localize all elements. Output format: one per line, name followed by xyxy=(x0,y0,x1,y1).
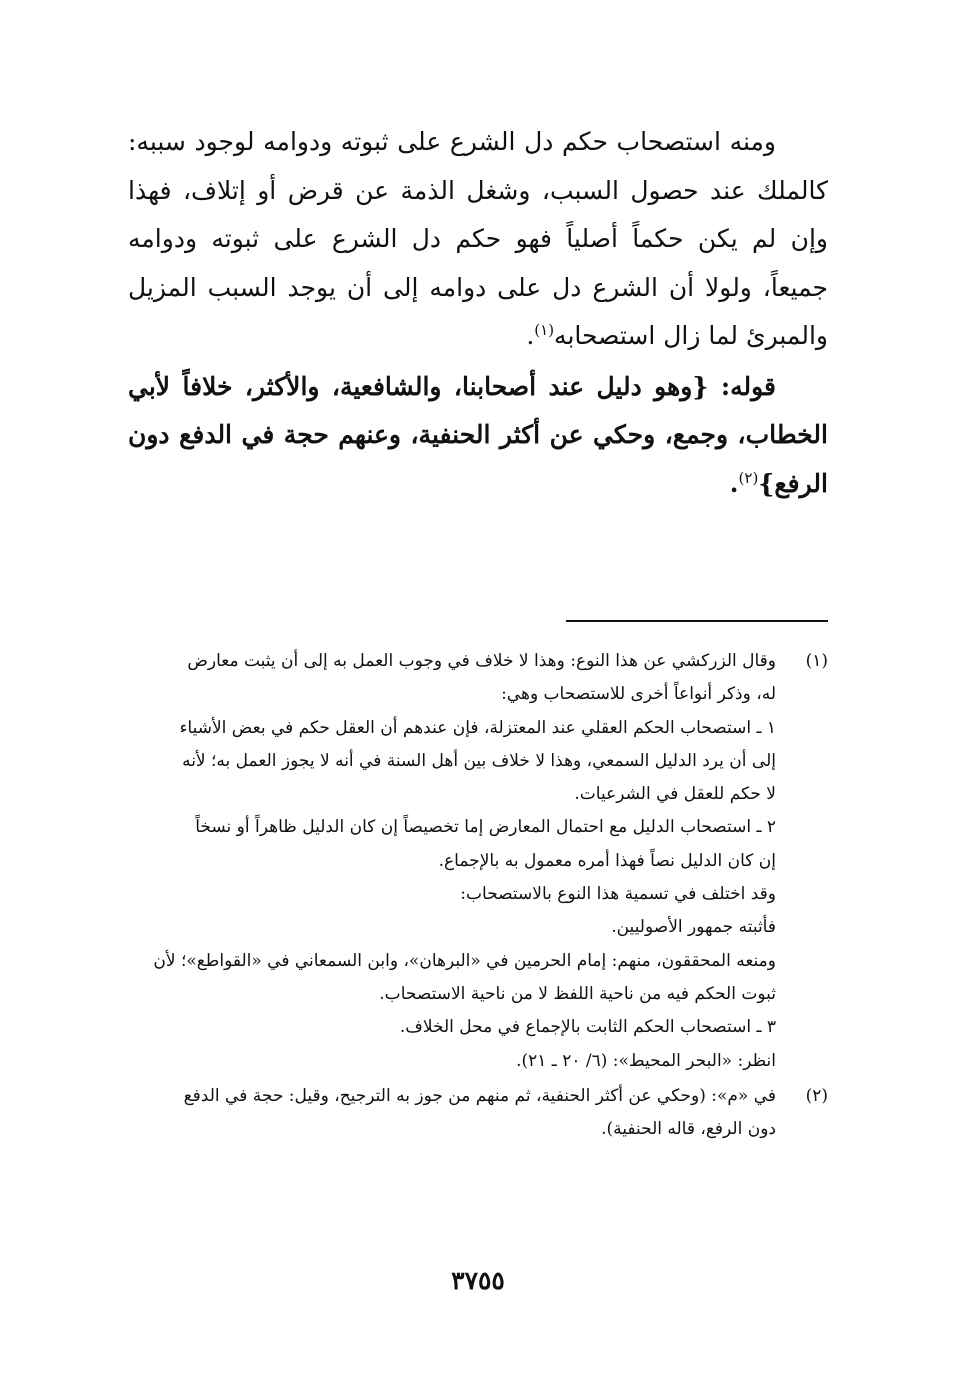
paragraph-2 xyxy=(128,363,828,509)
footnote-2 xyxy=(128,1080,828,1147)
footnotes xyxy=(128,645,828,1146)
footnote-line: فأثبته جمهور الأصوليين. xyxy=(611,917,776,938)
page-number: ٣٧٥٥ xyxy=(451,1266,505,1295)
paragraph-1 xyxy=(128,118,828,361)
footnote-line: وقد اختلف في تسمية هذا النوع بالاستصحاب: xyxy=(460,884,776,905)
paragraph-2-line: قوله: {وهو دليل عند أصحابنا، والشافعية، والأكثر، خلافاً لأبي xyxy=(128,371,776,401)
main-text xyxy=(128,118,828,508)
paragraph-1-line: الشرع دل على دوامه إلى أن يوجد السبب المزيل والمبرئ لما زال xyxy=(128,272,828,350)
paragraph-2-line: الخطاب، وجمع، وحكي عن أكثر الحنفية، وعنهم حجة في الدفع دون xyxy=(128,420,828,449)
footnote-1 xyxy=(128,645,828,1078)
footnote-body xyxy=(128,1080,776,1147)
footnote-line: انظر: «البحر المحيط»: (٦/ ٢٠ ـ ٢١). xyxy=(516,1050,776,1071)
footnote-line: له، وذكر أنواعاً أخرى للاستصحاب وهي: xyxy=(501,684,776,705)
footnote-line: وقال الزركشي عن هذا النوع: وهذا لا خلاف في وجوب العمل به إلى أن يثبت معارض xyxy=(187,651,776,671)
footnote-number: (٢) xyxy=(805,1085,828,1106)
footnote-line: دون الرفع، قاله الحنفية). xyxy=(601,1119,776,1140)
footnote-line: إلى أن يرد الدليل السمعي، وهذا لا خلاف بين أهل السنة في أنه لا يجوز العمل به؛ لأنه xyxy=(182,750,776,771)
footnote-line: في «م»: (وحكي عن أكثر الحنفية، ثم منهم من جوز به الترجيح، وقيل: حجة في الدفع xyxy=(183,1085,776,1106)
footnote-line: ٣ ـ استصحاب الحكم الثابت بالإجماع في محل الخلاف. xyxy=(399,1017,776,1038)
footnote-ref-2[interactable]: (٢) xyxy=(738,468,759,487)
paragraph-1-line: استصحابه xyxy=(554,321,656,350)
paragraph-1-line: ومنه استصحاب حكم دل الشرع على ثبوته ودوامه لوجود سببه: xyxy=(128,127,776,156)
paragraph-1-end: . xyxy=(526,321,535,350)
footnote-line: ومنعه المحققون، منهم: إمام الحرمين في «البرهان»، وابن السمعاني في «القواطع»؛ لأن xyxy=(153,950,776,971)
footnote-body xyxy=(128,645,776,1078)
footnote-line: ١ ـ استصحاب الحكم العقلي عند المعتزلة، فإن عندهم أن العقل حكم في بعض الأشياء xyxy=(179,717,776,738)
paragraph-2-end: . xyxy=(729,468,739,498)
footnote-line: ٢ ـ استصحاب الدليل مع احتمال المعارض إما تخصيصاً إن كان الدليل ظاهراً أو نسخاً xyxy=(195,817,776,838)
footnote-number: (١) xyxy=(805,651,828,671)
paragraph-1-line: كالملك عند حصول السبب، وشغل الذمة عن قرض أو إتلاف، فهذا وإن لم xyxy=(128,175,828,253)
footnote-separator xyxy=(566,620,828,622)
footnote-line: لا حكم للعقل في الشرعيات. xyxy=(574,784,776,805)
footnote-line: إن كان الدليل نصاً فهذا أمره معمول به بالإجماع. xyxy=(438,850,776,871)
footnote-line: ثبوت الحكم فيه من ناحية اللفظ لا من ناحية الاستصحاب. xyxy=(379,983,776,1004)
paragraph-2-line: الرفع} xyxy=(758,468,828,498)
paragraph-1-line: يكن حكماً أصلياً فهو حكم دل الشرع على ثبوته ودوامه جميعاً، ولولا أن xyxy=(128,224,828,302)
footnote-ref-1[interactable]: (١) xyxy=(534,321,555,339)
